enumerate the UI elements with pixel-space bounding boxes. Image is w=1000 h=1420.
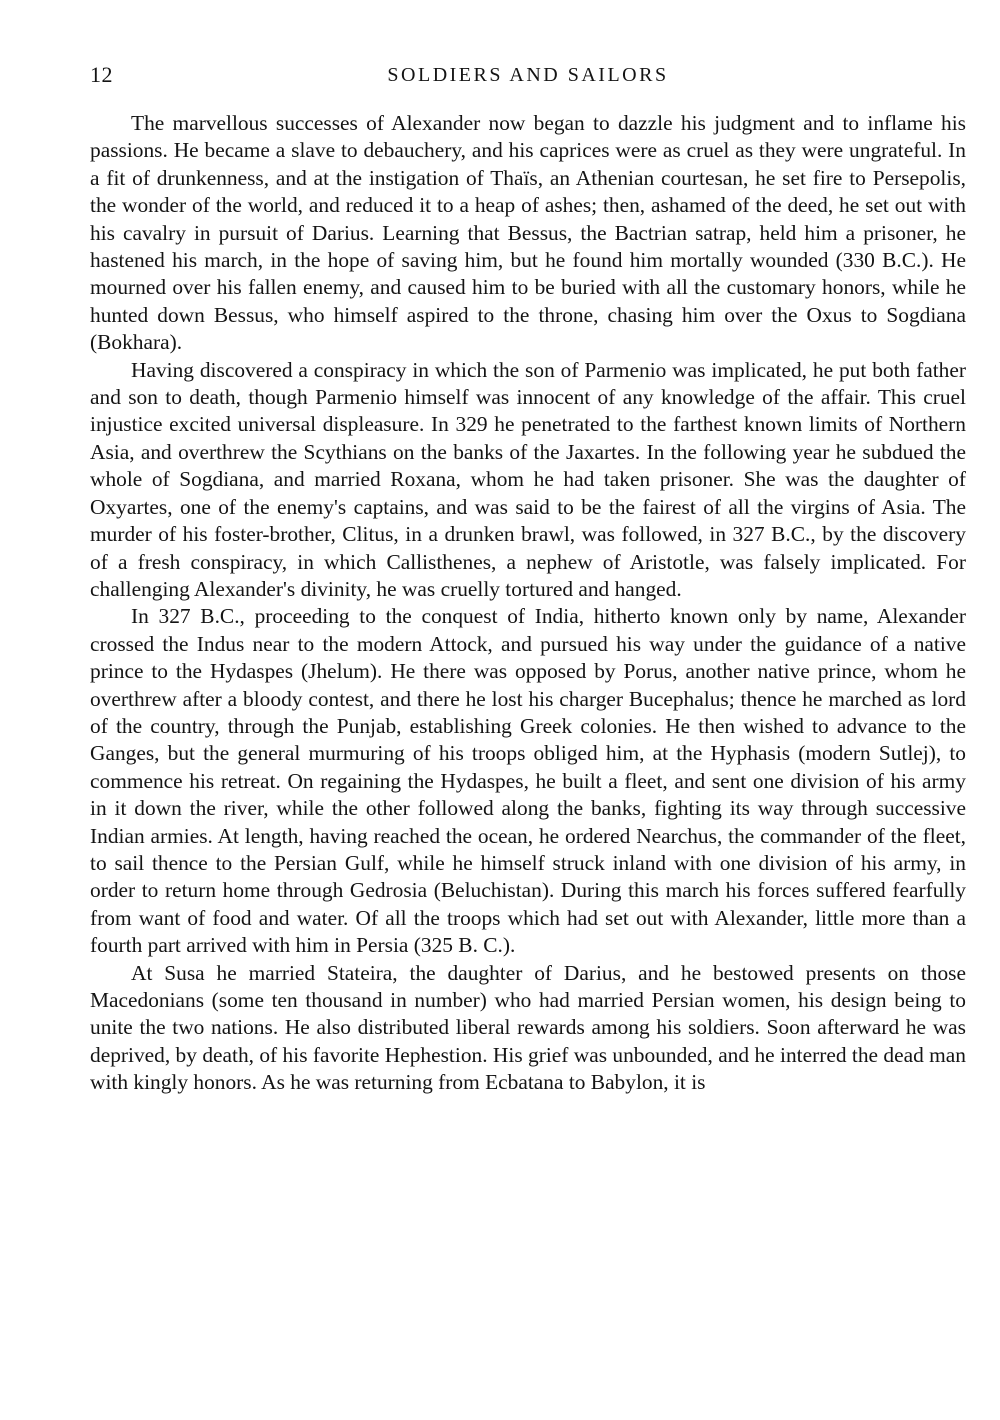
running-title: SOLDIERS AND SAILORS [387, 64, 669, 86]
body-text [90, 110, 966, 1097]
paragraph-susa: At Susa he married Stateira, the daughter of Darius, and he bestowed presents on those Macedonians (some ten thousand in number) who had married Persian women, his design being to unite the two nations. He also distributed liberal rewards among his soldiers. Soon afterward he was deprived, by death, of his favorite Hephestion. His grief was unbounded, and he interred the dead man with kingly honors. As he was returning from Ecbatana to Babylon, it is [90, 960, 966, 1095]
book-page [90, 62, 966, 1402]
paragraph-india: In 327 B.C., proceeding to the conquest of India, hitherto known only by name, Alexander crossed the Indus near to the modern Attock, and pursued his way under the guidance of a native prince to the Hydaspes (Jhelum). He there was opposed by Porus, another native prince, whom he overthrew after a bloody contest, and there he lost his charger Bucephalus; thence he marched as lord of the country, through the Punjab, establishing Greek colonies. He then wished to advance to the Ganges, but the general murmuring of his troops obliged him, at the Hyphasis (modern Sutlej), to commence his retreat. On regaining the Hydaspes, he built a fleet, and sent one division of his army in it down the river, while the other followed along the banks, fighting its way through successive Indian armies. At length, having reached the ocean, he ordered Nearchus, the commander of the fleet, to sail thence to the Persian Gulf, while he himself struck inland with one division of his army, in order to return home through Gedrosia (Beluchistan). During this march his forces suffered fearfully from want of food and water. Of all the troops which had set out with Alexander, little more than a fourth part arrived with him in Persia (325 B. C.). [90, 604, 966, 958]
page-number: 12 [90, 62, 113, 87]
running-head [90, 62, 966, 98]
paragraph-conspiracy: Having discovered a conspiracy in which the son of Parmenio was implicated, he put both father and son to death, though Parmenio himself was innocent of any knowledge of the affair. This cruel injustice excited universal displeasure. In 329 he penetrated to the farthest known limits of Northern Asia, and overthrew the Scythians on the banks of the Jaxartes. In the following year he subdued the whole of Sogdiana, and married Roxana, whom he had taken prisoner. She was the daughter of Oxyartes, one of the enemy's captains, and was said to be the fairest of all the virgins of Asia. The murder of his foster-brother, Clitus, in a drunken brawl, was followed, in 327 B.C., by the discovery of a fresh conspiracy, in which Callisthenes, a nephew of Aristotle, was falsely implicated. For challenging Alexander's divinity, he was cruelly tortured and hanged. [90, 357, 966, 601]
paragraph-persepolis: The marvellous successes of Alexander now began to dazzle his judgment and to inflame his passions. He became a slave to debauchery, and his caprices were as cruel as they were ungrateful. In a fit of drunkenness, and at the instigation of Thaïs, an Athenian courtesan, he set fire to Persepolis, the wonder of the world, and reduced it to a heap of ashes; then, ashamed of the deed, he set out with his cavalry in pursuit of Darius. Learning that Bessus, the Bactrian satrap, held him a prisoner, he hastened his march, in the hope of saving him, but he found him mortally wounded (330 B.C.). He mourned over his fallen enemy, and caused him to be buried with all the customary honors, while he hunted down Bessus, who himself aspired to the throne, chasing him over the Oxus to Sogdiana (Bokhara). [90, 111, 966, 355]
